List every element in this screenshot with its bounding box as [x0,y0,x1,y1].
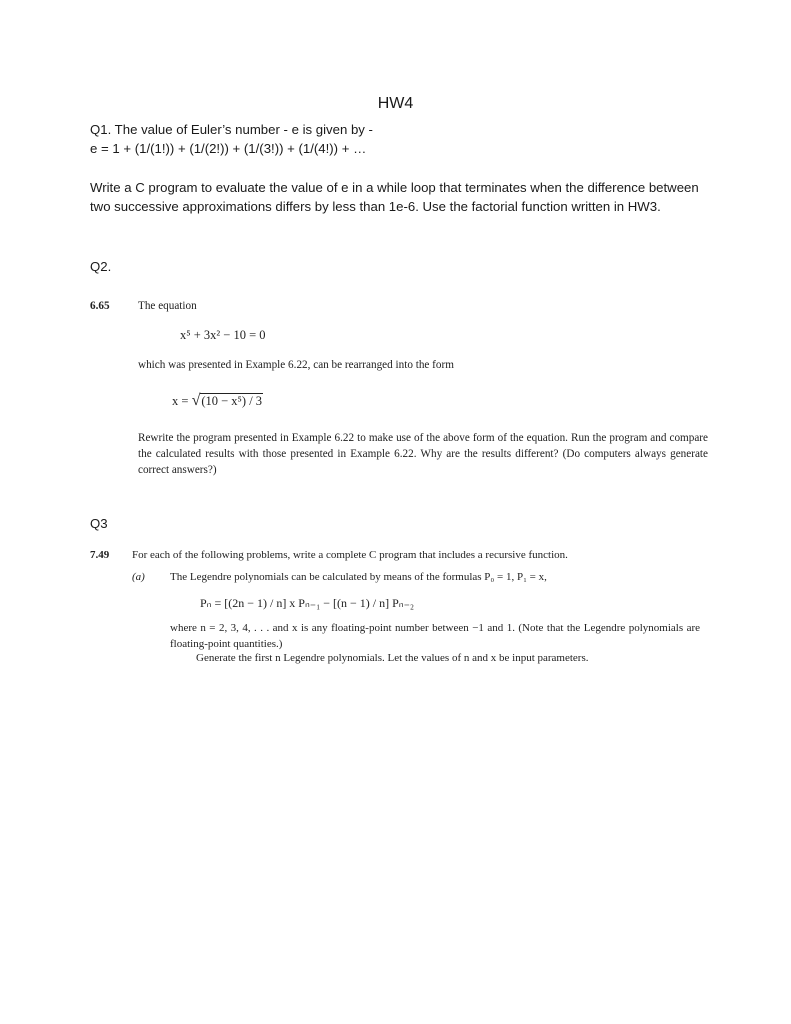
q1-body: Write a C program to evaluate the value of e in a while loop that terminates when the difference between two successive approximations differs by less than 1e-6. Use the factorial function written in HW3. [90,180,699,214]
q1-formula: e = 1 + (1/(1!)) + (1/(2!)) + (1/(3!)) + (1/(4!)) + … [90,141,367,156]
recurrence-formula: Pₙ = [(2n − 1) / n] x Pₙ₋₁ − [(n − 1) / n] Pₙ₋₂ [200,596,415,610]
problem-intro: The equation [138,300,197,312]
equation-1: x⁵ + 3x² − 10 = 0 [180,328,266,342]
equation-2-lhs: x = [172,394,192,408]
problem-middle-text: which was presented in Example 6.22, can be rearranged into the form [138,359,454,371]
q2-label: Q2. [90,259,112,274]
part-text: The Legendre polynomials can be calculated by means of the formulas P₀ = 1, P₁ = x, [170,571,547,583]
equation-2 [172,392,263,410]
problem-closing-text: Rewrite the program presented in Example 6.22 to make use of the above form of the equation. Run the program and compare the calculated results with those presented in Example 6.22. Why are the results different? (Do computers always generate correct answers?) [138,432,708,476]
equation-2-radicand: (10 − x⁵) / 3 [201,394,263,408]
where-text: where n = 2, 3, 4, . . . and x is any floating-point number between −1 and 1. (Note that the Legendre polynomials are floating-point quantities.) [170,622,700,650]
problem-intro: For each of the following problems, write a complete C program that includes a recursive function. [132,549,568,561]
problem-number: 6.65 [90,300,110,312]
final-text: Generate the first n Legendre polynomials. Let the values of n and x be input parameters. [196,652,589,664]
q3-label: Q3 [90,516,108,531]
problem-number: 7.49 [90,549,110,561]
q1-heading: Q1. The value of Euler’s number - e is given by - [90,122,373,137]
page-title: HW4 [377,95,414,112]
square-root-icon: √(10 − x⁵) / 3 [191,392,263,409]
part-label: (a) [132,571,145,583]
